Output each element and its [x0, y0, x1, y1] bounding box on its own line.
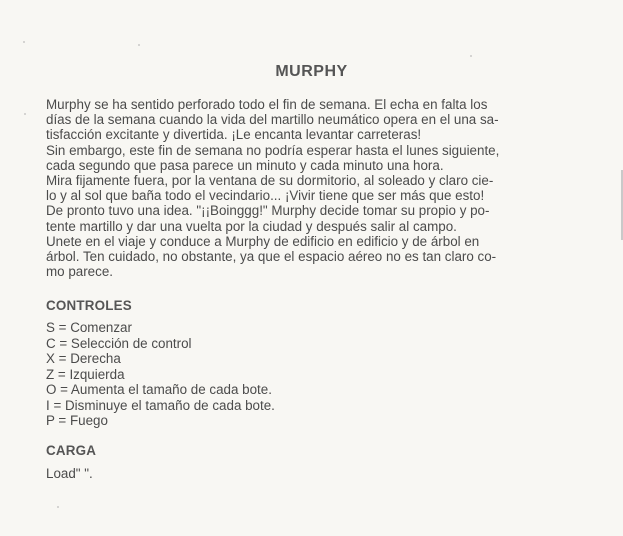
control-item: C = Selección de control [46, 335, 192, 351]
intro-text [46, 97, 578, 279]
intro-line: Mira fijamente fuera, por la ventana de su dormitorio, al soleado y claro cie- [46, 173, 494, 189]
control-item: I = Disminuye el tamaño de cada bote. [46, 397, 275, 413]
controls-heading: CONTROLES [46, 298, 132, 313]
control-item: S = Comenzar [46, 320, 132, 335]
intro-line: días de la semana cuando la vida del martillo neumático opera en el una sa- [46, 112, 499, 128]
intro-line: mo parece. [46, 264, 113, 280]
control-item: X = Derecha [46, 351, 121, 366]
intro-line: Unete en el viaje y conduce a Murphy de edificio en edificio y de árbol en [46, 233, 480, 249]
carga-heading: CARGA [46, 443, 97, 458]
control-item: Z = Izquierda [46, 366, 125, 382]
paper-speck [138, 44, 140, 46]
intro-line: lo y al sol que baña todo el vecindario... ¡Vivir tiene que ser más que esto! [46, 188, 485, 204]
page-title: MURPHY [275, 63, 348, 80]
paper-speck [24, 113, 26, 115]
intro-line: De pronto tuvo una idea. "¡¡Boinggg!" Murphy decide tomar su propio y po- [46, 203, 490, 219]
load-command: Load" ". [46, 466, 93, 481]
intro-line: tente martillo y dar una vuelta por la ciudad y después salir al campo. [46, 218, 457, 234]
paper-speck [23, 41, 25, 43]
control-item: O = Aumenta el tamaño de cada bote. [46, 382, 272, 397]
intro-line: tisfacción excitante y divertida. ¡Le encanta levantar carreteras! [46, 127, 422, 143]
intro-line: Murphy se ha sentido perforado todo el fin de semana. El echa en falta los [46, 97, 488, 112]
intro-line: cada segundo que pasa parece un minuto y cada minuto una hora. [46, 157, 444, 173]
controls-list [46, 320, 275, 429]
intro-line: árbol. Ten cuidado, no obstante, ya que el espacio aéreo no es tan claro co- [46, 249, 497, 265]
control-item: P = Fuego [46, 413, 108, 428]
intro-line: Sin embargo, este fin de semana no podría esperar hasta el lunes siguiente, [46, 142, 500, 158]
paper-speck [470, 55, 472, 57]
paper-speck [57, 506, 59, 508]
